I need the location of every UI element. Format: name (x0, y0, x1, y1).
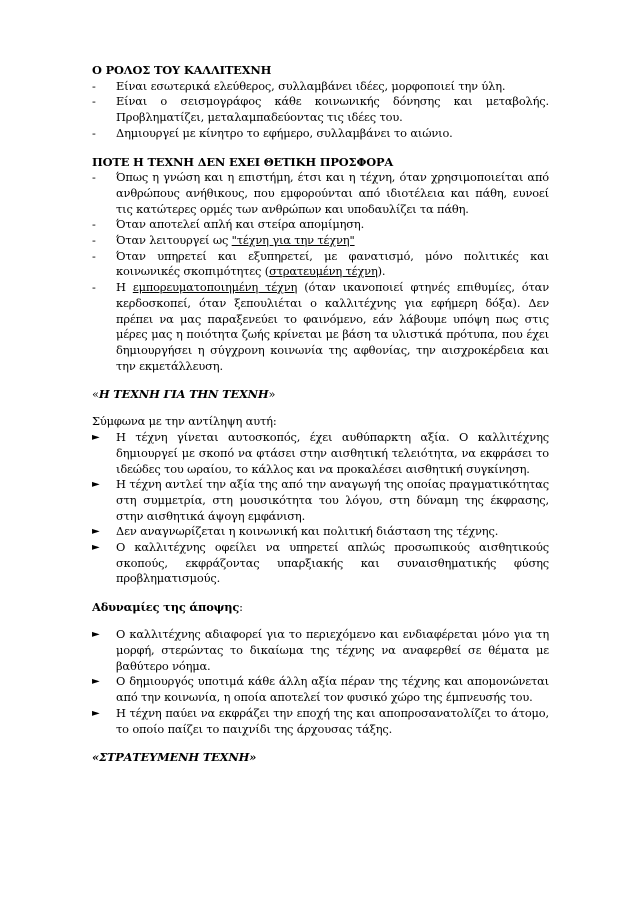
art-for-art-intro: Σύμφωνα με την αντίληψη αυτή: (92, 414, 277, 429)
list-item: ► Ο καλλιτέχνης οφείλει να υπηρετεί απλώς προσωπικούς αισθητικούς σκοπούς, εκφράζοντας υπαρξιακής και συναισθηματικής φύσης προβληματισμούς. (92, 540, 549, 586)
list-item: - Όταν αποτελεί απλή και στείρα απομίμηση. (92, 217, 365, 232)
art-for-art-link[interactable]: "τέχνη για την τέχνη" (231, 233, 355, 248)
arrow-bullet-icon: ► (92, 432, 100, 444)
arrow-bullet-icon: ► (92, 629, 100, 641)
dash-marker: - (92, 94, 96, 109)
artist-role-list (92, 79, 549, 142)
arrow-bullet-icon: ► (92, 526, 100, 538)
list-item: - Όταν λειτουργεί ως "τέχνη για την τέχνη" (92, 233, 355, 248)
list-item: ► Η τέχνη γίνεται αυτοσκοπός, έχει αυθύπαρκτη αξία. Ο καλλιτέχνης δημιουργεί με σκοπό να φτάσει στην αισθητική τελειότητα, να εκφράσει το ιδεώδες του ωραίου, το κάλλος και να προκαλέσει αισθητική συγκίνηση. (92, 430, 549, 476)
section-title-engaged-art: «ΣΤΡΑΤΕΥΜΕΝΗ ΤΕΧΝΗ» (92, 750, 257, 765)
list-item: - Είναι εσωτερικά ελεύθερος, συλλαμβάνει ιδέες, μορφοποιεί την ύλη. (92, 78, 506, 93)
dash-marker: - (92, 248, 96, 263)
arrow-bullet-icon: ► (92, 542, 100, 554)
dash-marker: - (92, 217, 96, 232)
list-item: - Η εμπορευματοποιημένη τέχνη (όταν ικανοποιεί φτηνές επιθυμίες, όταν κερδοσκοπεί, όταν ξεπουλιέται ο καλλιτέχνης για εφήμερη δόξα). Δεν πρέπει να μας παραξενεύει το φαινόμενο, εάν λάβουμε υπόψη πως στις μέρες μας η ποιότητα ζωής κρίνεται με βάση τα υλιστικά πρότυπα, που έχει δημιουργήσει η σύγχρονη κοινωνία της αφθονίας, την αισχροκέρδεια και την εκμετάλλευση. (92, 280, 549, 373)
weaknesses-list (92, 627, 549, 737)
section-title-weaknesses: Αδυναμίες της άποψης: (92, 600, 243, 615)
dash-marker: - (92, 233, 96, 248)
list-item: - Όταν υπηρετεί και εξυπηρετεί, με φανατισμό, μόνο πολιτικές και κοινωνικές σκοπιμότητες (στρατευμένη τέχνη). (92, 248, 549, 279)
art-for-art-list (92, 430, 549, 587)
section-title-art-for-art: «Η ΤΕΧΝΗ ΓΙΑ ΤΗΝ ΤΕΧΝΗ» (92, 387, 276, 402)
section-title-artist-role: Ο ΡΟΛΟΣ ΤΟΥ ΚΑΛΛΙΤΕΧΝΗ (92, 63, 272, 77)
dash-marker: - (92, 78, 96, 93)
list-item: ► Ο δημιουργός υποτιμά κάθε άλλη αξία πέραν της τέχνης και απομονώνεται από την κοινωνία, η οποία αποτελεί τον φυσικό χώρο της έμπνευσής του. (92, 674, 549, 705)
list-item: - Δημιουργεί με κίνητρο το εφήμερο, συλλαμβάνει το αιώνιο. (92, 125, 453, 140)
list-item: - Όπως η γνώση και η επιστήμη, έτσι και η τέχνη, όταν χρησιμοποιείται από ανθρώπους ανήθικους, που εμφορούνται από ιδιοτέλεια και πάθη, ευνοεί τις κατώτερες ορμές των ανθρώπων και υποδαυλίζει τα πάθη. (92, 170, 549, 216)
arrow-bullet-icon: ► (92, 676, 100, 688)
no-positive-contribution-list (92, 170, 549, 374)
list-item: - Είναι ο σεισμογράφος κάθε κοινωνικής δόνησης και μεταβολής. Προβληματίζει, μεταλαμπαδεύοντας τις ιδέες του. (92, 94, 549, 125)
commercialized-art-link[interactable]: εμπορευματοποιημένη τέχνη (132, 280, 298, 295)
engaged-art-link[interactable]: στρατευμένη τέχνη (269, 264, 378, 279)
list-item: ► Δεν αναγνωρίζεται η κοινωνική και πολιτική διάσταση της τέχνης. (92, 524, 499, 539)
dash-marker: - (92, 170, 96, 185)
arrow-bullet-icon: ► (92, 707, 100, 719)
dash-marker: - (92, 125, 96, 140)
list-item: ► Ο καλλιτέχνης αδιαφορεί για το περιεχόμενο και ενδιαφέρεται μόνο για τη μορφή, στερώντας το δικαίωμα της τέχνης να αναφερθεί σε θέματα με βαθύτερο νόημα. (92, 627, 549, 673)
section-title-no-positive-contribution: ΠΟΤΕ Η ΤΕΧΝΗ ΔΕΝ ΕΧΕΙ ΘΕΤΙΚΗ ΠΡΟΣΦΟΡΑ (92, 154, 394, 169)
arrow-bullet-icon: ► (92, 479, 100, 491)
list-item: ► Η τέχνη αντλεί την αξία της από την αναγωγή της οποίας πραγματικότητας στη συμμετρία, στη μουσικότητα του λόγου, στη δύναμη της έκφρασης, στην αισθητικά άψογη εμφάνιση. (92, 477, 549, 523)
list-item: ► Η τέχνη παύει να εκφράζει την εποχή της και αποπροσανατολίζει το άτομο, το οποίο παίζει το παιχνίδι της άρχουσας τάξης. (92, 705, 549, 736)
dash-marker: - (92, 280, 96, 295)
